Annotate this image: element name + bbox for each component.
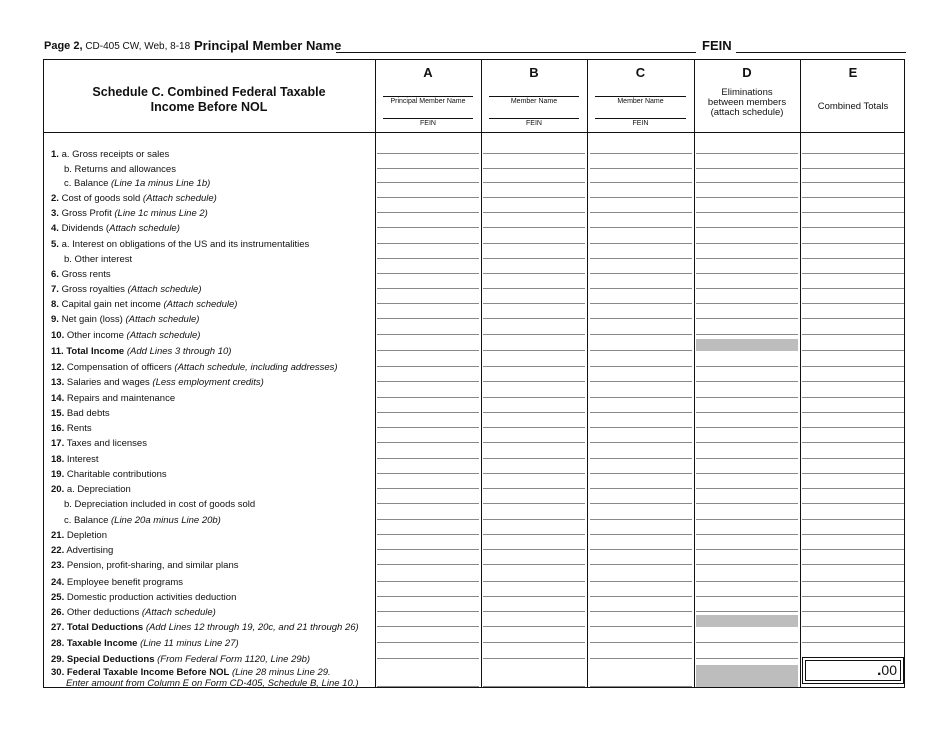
amount-field[interactable] <box>696 153 798 154</box>
amount-field[interactable] <box>377 381 479 382</box>
amount-field[interactable] <box>483 658 585 659</box>
amount-field[interactable] <box>483 686 585 687</box>
row-label: 4. Dividends (Attach schedule) <box>51 223 180 234</box>
amount-field[interactable] <box>377 658 479 659</box>
amount-field[interactable] <box>377 153 479 154</box>
amount-field[interactable] <box>696 243 798 244</box>
amount-field[interactable] <box>483 581 585 582</box>
row-label: b. Returns and allowances <box>64 164 176 175</box>
amount-field[interactable] <box>696 442 798 443</box>
row-label: c. Balance (Line 20a minus Line 20b) <box>64 515 221 526</box>
amount-field[interactable] <box>696 503 798 504</box>
amount-field[interactable] <box>802 549 904 550</box>
amount-field[interactable] <box>483 381 585 382</box>
amount-field[interactable] <box>377 350 479 351</box>
amount-field[interactable] <box>696 334 798 335</box>
row-label: 1. a. Gross receipts or sales <box>51 149 170 160</box>
column-a-fein-field[interactable]: FEIN <box>383 118 473 127</box>
amount-field[interactable] <box>377 318 479 319</box>
amount-field[interactable] <box>590 442 692 443</box>
amount-field[interactable] <box>696 488 798 489</box>
amount-field[interactable] <box>377 182 479 183</box>
amount-field[interactable] <box>590 273 692 274</box>
amount-field[interactable] <box>696 642 798 643</box>
row-label: 7. Gross royalties (Attach schedule) <box>51 284 202 295</box>
amount-field[interactable] <box>590 519 692 520</box>
row-label: 20. a. Depreciation <box>51 484 131 495</box>
amount-field[interactable] <box>802 197 904 198</box>
column-d-header: D Eliminations between members (attach schedule) <box>707 65 787 118</box>
amount-field[interactable] <box>696 197 798 198</box>
schedule-title: Schedule C. Combined Federal Taxable Income Before NOL <box>92 85 326 114</box>
amount-field[interactable] <box>696 168 798 169</box>
amount-field[interactable] <box>590 473 692 474</box>
amount-field[interactable] <box>377 488 479 489</box>
col-divider-a <box>375 60 376 687</box>
amount-field[interactable] <box>696 549 798 550</box>
amount-field[interactable] <box>377 334 479 335</box>
amount-field[interactable] <box>483 642 585 643</box>
amount-field[interactable] <box>590 427 692 428</box>
amount-field[interactable] <box>483 503 585 504</box>
amount-field[interactable] <box>590 549 692 550</box>
row-label: 6. Gross rents <box>51 269 111 280</box>
amount-field[interactable] <box>377 366 479 367</box>
amount-field[interactable] <box>590 611 692 612</box>
amount-field[interactable] <box>590 258 692 259</box>
amount-field[interactable] <box>696 658 798 659</box>
amount-field[interactable] <box>590 168 692 169</box>
amount-field[interactable] <box>590 397 692 398</box>
row-label: 29. Special Deductions (From Federal Form 1120, Line 29b) <box>51 654 311 665</box>
col-divider-c <box>587 60 588 687</box>
shaded-cell <box>696 615 798 627</box>
amount-field[interactable] <box>696 366 798 367</box>
amount-field[interactable] <box>802 488 904 489</box>
amount-field[interactable] <box>590 288 692 289</box>
row-label: 12. Compensation of officers (Attach schedule, including addresses) <box>51 362 338 373</box>
amount-field[interactable] <box>590 366 692 367</box>
amount-field[interactable] <box>590 153 692 154</box>
amount-field[interactable] <box>696 381 798 382</box>
amount-field[interactable] <box>377 519 479 520</box>
amount-field[interactable] <box>802 642 904 643</box>
amount-field[interactable] <box>696 397 798 398</box>
amount-field[interactable] <box>377 212 479 213</box>
amount-field[interactable] <box>590 350 692 351</box>
row-label: 10. Other income (Attach schedule) <box>51 330 201 341</box>
amount-field[interactable] <box>802 303 904 304</box>
amount-field[interactable] <box>377 596 479 597</box>
row-label: 9. Net gain (loss) (Attach schedule) <box>51 314 200 325</box>
amount-field[interactable] <box>377 442 479 443</box>
amount-field[interactable] <box>590 564 692 565</box>
row-label: 23. Pension, profit-sharing, and similar plans <box>51 560 239 571</box>
amount-field[interactable] <box>483 412 585 413</box>
amount-field[interactable] <box>590 182 692 183</box>
amount-field[interactable] <box>377 458 479 459</box>
amount-field[interactable] <box>696 581 798 582</box>
amount-field[interactable] <box>802 381 904 382</box>
principal-member-name-field[interactable] <box>336 52 696 53</box>
amount-field[interactable] <box>377 227 479 228</box>
header-divider <box>44 132 904 133</box>
amount-field[interactable] <box>377 534 479 535</box>
amount-field[interactable] <box>802 273 904 274</box>
amount-field[interactable] <box>802 288 904 289</box>
column-b-name-field[interactable]: Member Name <box>489 96 579 105</box>
row-label: 19. Charitable contributions <box>51 469 167 480</box>
amount-field[interactable] <box>802 581 904 582</box>
row-label: 2. Cost of goods sold (Attach schedule) <box>51 193 217 204</box>
amount-field[interactable] <box>696 534 798 535</box>
row-label: b. Other interest <box>64 254 133 265</box>
shaded-cell <box>696 339 798 351</box>
row-label: 30. Federal Taxable Income Before NOL (Line 28 minus Line 29. Enter amount from Column E on Form CD-405, Schedule B, Line 10.) <box>51 667 359 689</box>
amount-field[interactable] <box>802 318 904 319</box>
amount-field[interactable] <box>483 273 585 274</box>
amount-field[interactable] <box>377 243 479 244</box>
page-header <box>44 38 906 56</box>
amount-field[interactable] <box>696 427 798 428</box>
amount-field[interactable] <box>590 503 692 504</box>
amount-field[interactable] <box>483 442 585 443</box>
amount-field[interactable] <box>802 227 904 228</box>
amount-field[interactable] <box>590 227 692 228</box>
amount-field[interactable] <box>483 258 585 259</box>
amount-field[interactable] <box>590 642 692 643</box>
col-divider-e <box>800 60 801 687</box>
amount-field[interactable] <box>590 488 692 489</box>
amount-field[interactable] <box>590 581 692 582</box>
col-divider-d <box>694 60 695 687</box>
amount-field[interactable] <box>377 412 479 413</box>
amount-field[interactable] <box>377 258 479 259</box>
amount-field[interactable] <box>590 334 692 335</box>
row-label: 18. Interest <box>51 454 99 465</box>
amount-field[interactable] <box>802 473 904 474</box>
shaded-cell <box>696 665 798 687</box>
amount-field[interactable] <box>802 350 904 351</box>
amount-field[interactable] <box>483 153 585 154</box>
column-a-header: A Principal Member Name FEIN <box>375 60 481 132</box>
column-a-name-field[interactable]: Principal Member Name <box>383 96 473 105</box>
amount-field[interactable] <box>802 458 904 459</box>
amount-field[interactable] <box>696 412 798 413</box>
amount-field[interactable] <box>590 596 692 597</box>
amount-field[interactable] <box>377 642 479 643</box>
row-label: 15. Bad debts <box>51 408 110 419</box>
amount-field[interactable] <box>802 153 904 154</box>
row-label: 26. Other deductions (Attach schedule) <box>51 607 216 618</box>
amount-field[interactable] <box>377 197 479 198</box>
column-c-name-field[interactable]: Member Name <box>595 96 686 105</box>
amount-field[interactable] <box>590 458 692 459</box>
amount-field[interactable] <box>377 427 479 428</box>
amount-field[interactable] <box>696 519 798 520</box>
amount-field[interactable] <box>483 227 585 228</box>
row-label: 25. Domestic production activities deduction <box>51 592 237 603</box>
amount-field[interactable] <box>696 273 798 274</box>
schedule-c-table <box>43 59 905 688</box>
amount-field[interactable] <box>483 549 585 550</box>
amount-field[interactable] <box>590 626 692 627</box>
amount-field[interactable] <box>696 258 798 259</box>
amount-field[interactable] <box>377 564 479 565</box>
column-b-header: B Member Name FEIN <box>481 60 587 132</box>
fein-label: FEIN <box>702 38 732 53</box>
amount-field[interactable] <box>590 658 692 659</box>
amount-field[interactable] <box>483 534 585 535</box>
amount-field[interactable] <box>377 626 479 627</box>
amount-field[interactable] <box>696 288 798 289</box>
column-c-header: C Member Name FEIN <box>587 60 694 132</box>
amount-field[interactable] <box>483 366 585 367</box>
row-label: c. Balance (Line 1a minus Line 1b) <box>64 178 211 189</box>
amount-field[interactable] <box>802 626 904 627</box>
amount-field[interactable] <box>802 596 904 597</box>
amount-field[interactable] <box>483 318 585 319</box>
amount-field[interactable] <box>483 488 585 489</box>
amount-field[interactable] <box>377 686 479 687</box>
column-b-fein-field[interactable]: FEIN <box>489 118 579 127</box>
column-e-header: E Combined Totals <box>817 65 889 112</box>
amount-field[interactable] <box>483 334 585 335</box>
amount-field[interactable] <box>696 473 798 474</box>
row-label: 28. Taxable Income (Line 11 minus Line 27) <box>51 638 239 649</box>
amount-field[interactable] <box>483 350 585 351</box>
amount-field[interactable] <box>483 212 585 213</box>
amount-field[interactable] <box>590 381 692 382</box>
row-label: 14. Repairs and maintenance <box>51 393 176 404</box>
amount-field[interactable] <box>377 397 479 398</box>
amount-field[interactable] <box>590 318 692 319</box>
amount-field[interactable] <box>802 519 904 520</box>
amount-field[interactable] <box>696 182 798 183</box>
amount-field[interactable] <box>483 611 585 612</box>
amount-field[interactable] <box>377 273 479 274</box>
amount-field[interactable] <box>483 473 585 474</box>
row-label: 13. Salaries and wages (Less employment credits) <box>51 377 264 388</box>
amount-field[interactable] <box>802 442 904 443</box>
amount-field[interactable] <box>590 534 692 535</box>
amount-field[interactable] <box>483 288 585 289</box>
page-number: Page 2, CD-405 CW, Web, 8-18 <box>44 40 191 52</box>
row-label: 22. Advertising <box>51 545 114 556</box>
amount-field[interactable] <box>802 397 904 398</box>
amount-field[interactable] <box>377 288 479 289</box>
amount-field[interactable] <box>377 503 479 504</box>
amount-field[interactable] <box>590 686 692 687</box>
principal-member-name-label: Principal Member Name <box>194 38 342 53</box>
amount-field[interactable] <box>802 366 904 367</box>
row-label: 11. Total Income (Add Lines 3 through 10) <box>51 346 232 357</box>
row-label: 16. Rents <box>51 423 92 434</box>
amount-field[interactable] <box>802 168 904 169</box>
row-label: 21. Depletion <box>51 530 107 541</box>
amount-field[interactable] <box>483 626 585 627</box>
amount-field[interactable] <box>802 503 904 504</box>
amount-field[interactable] <box>802 427 904 428</box>
amount-field[interactable] <box>696 458 798 459</box>
amount-field[interactable] <box>696 303 798 304</box>
amount-field[interactable] <box>483 168 585 169</box>
amount-field[interactable] <box>483 303 585 304</box>
amount-field[interactable] <box>483 519 585 520</box>
col-divider-b <box>481 60 482 687</box>
amount-field[interactable] <box>377 473 479 474</box>
column-c-fein-field[interactable]: FEIN <box>595 118 686 127</box>
row-label: 17. Taxes and licenses <box>51 438 147 449</box>
row-label: b. Depreciation included in cost of goods sold <box>64 499 256 510</box>
amount-field[interactable] <box>802 534 904 535</box>
amount-field[interactable] <box>377 549 479 550</box>
amount-field[interactable] <box>696 212 798 213</box>
amount-field[interactable] <box>483 427 585 428</box>
amount-field[interactable] <box>483 243 585 244</box>
amount-field[interactable] <box>802 243 904 244</box>
fein-field[interactable] <box>736 52 906 53</box>
total-value: .00 <box>876 662 897 679</box>
amount-field[interactable] <box>590 412 692 413</box>
amount-field[interactable] <box>377 611 479 612</box>
amount-field[interactable] <box>483 596 585 597</box>
amount-field[interactable] <box>377 581 479 582</box>
amount-field[interactable] <box>802 334 904 335</box>
row-label: 3. Gross Profit (Line 1c minus Line 2) <box>51 208 208 219</box>
amount-field[interactable] <box>483 182 585 183</box>
amount-field[interactable] <box>590 303 692 304</box>
amount-field[interactable] <box>590 197 692 198</box>
row-label: 5. a. Interest on obligations of the US and its instrumentalities <box>51 239 310 250</box>
amount-field[interactable] <box>696 611 798 612</box>
amount-field[interactable] <box>590 212 692 213</box>
amount-field[interactable] <box>483 564 585 565</box>
amount-field[interactable] <box>802 182 904 183</box>
amount-field[interactable] <box>377 303 479 304</box>
amount-field[interactable] <box>483 197 585 198</box>
combined-total-field[interactable] <box>802 657 904 684</box>
amount-field[interactable] <box>696 564 798 565</box>
amount-field[interactable] <box>802 564 904 565</box>
row-label: 27. Total Deductions (Add Lines 12 through 19, 20c, and 21 through 26) <box>51 622 359 633</box>
amount-field[interactable] <box>802 412 904 413</box>
row-label: 24. Employee benefit programs <box>51 577 184 588</box>
amount-field[interactable] <box>802 212 904 213</box>
amount-field[interactable] <box>483 458 585 459</box>
amount-field[interactable] <box>590 243 692 244</box>
amount-field[interactable] <box>483 397 585 398</box>
amount-field[interactable] <box>696 318 798 319</box>
amount-field[interactable] <box>802 258 904 259</box>
row-label: 8. Capital gain net income (Attach schedule) <box>51 299 238 310</box>
amount-field[interactable] <box>802 611 904 612</box>
amount-field[interactable] <box>696 596 798 597</box>
amount-field[interactable] <box>696 227 798 228</box>
amount-field[interactable] <box>377 168 479 169</box>
